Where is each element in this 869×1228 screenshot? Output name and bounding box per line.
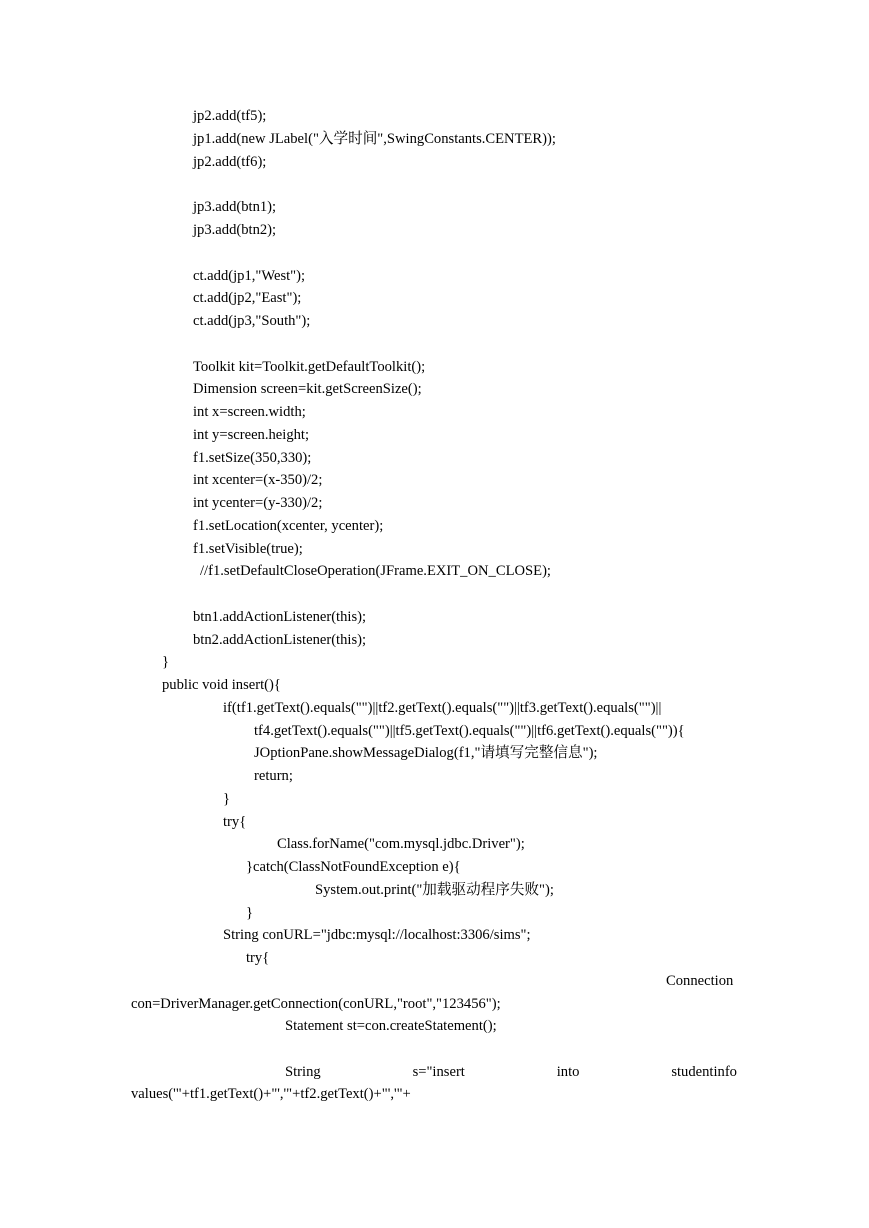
code-line: } (162, 654, 170, 670)
code-line: values('"+tf1.getText()+"','"+tf2.getText()+"','"+ (131, 1086, 411, 1102)
code-line: ct.add(jp3,"South"); (193, 313, 311, 329)
code-line: jp1.add(new JLabel("入学时间",SwingConstants.CENTER)); (193, 131, 556, 147)
code-line: System.out.print("加载驱动程序失败"); (315, 882, 554, 898)
code-line: f1.setSize(350,330); (193, 450, 312, 466)
code-token: into (556, 1064, 580, 1080)
code-line: jp3.add(btn1); (193, 199, 277, 215)
code-line: btn2.addActionListener(this); (193, 632, 367, 648)
code-line: int ycenter=(y-330)/2; (193, 495, 323, 511)
code-line: Class.forName("com.mysql.jdbc.Driver"); (277, 836, 525, 852)
code-line-justified (285, 1063, 737, 1081)
code-line: jp2.add(tf5); (193, 108, 267, 124)
code-line: con=DriverManager.getConnection(conURL,"root","123456"); (131, 996, 501, 1012)
code-line: jp2.add(tf6); (193, 154, 267, 170)
code-line: return; (254, 768, 293, 784)
code-token: s="insert (412, 1064, 465, 1080)
code-line: jp3.add(btn2); (193, 222, 277, 238)
code-line: Toolkit kit=Toolkit.getDefaultToolkit(); (193, 359, 426, 375)
code-line: JOptionPane.showMessageDialog(f1,"请填写完整信息"); (254, 745, 598, 761)
code-line: String conURL="jdbc:mysql://localhost:3306/sims"; (223, 927, 531, 943)
code-token: studentinfo (671, 1064, 737, 1080)
code-line: }catch(ClassNotFoundException e){ (246, 859, 461, 875)
code-line: ct.add(jp1,"West"); (193, 268, 306, 284)
code-line: Statement st=con.createStatement(); (285, 1018, 497, 1034)
code-line: try{ (246, 950, 270, 966)
code-line: int xcenter=(x-350)/2; (193, 472, 323, 488)
code-line: } (246, 905, 254, 921)
code-line: try{ (223, 814, 247, 830)
code-line: ct.add(jp2,"East"); (193, 290, 302, 306)
code-line: f1.setVisible(true); (193, 541, 303, 557)
code-line: Dimension screen=kit.getScreenSize(); (193, 381, 422, 397)
code-token: String (285, 1064, 321, 1080)
code-line: f1.setLocation(xcenter, ycenter); (193, 518, 384, 534)
code-line: int y=screen.height; (193, 427, 310, 443)
code-line: tf4.getText().equals("")||tf5.getText().equals("")||tf6.getText().equals("")){ (254, 723, 685, 739)
code-line: int x=screen.width; (193, 404, 306, 420)
code-line: Connection (666, 973, 734, 989)
code-comment-line: //f1.setDefaultCloseOperation(JFrame.EXIT_ON_CLOSE); (200, 563, 551, 579)
code-line: } (223, 791, 231, 807)
code-line: if(tf1.getText().equals("")||tf2.getText().equals("")||tf3.getText().equals("")|| (223, 700, 662, 716)
code-line: public void insert(){ (162, 677, 281, 693)
code-line: btn1.addActionListener(this); (193, 609, 367, 625)
